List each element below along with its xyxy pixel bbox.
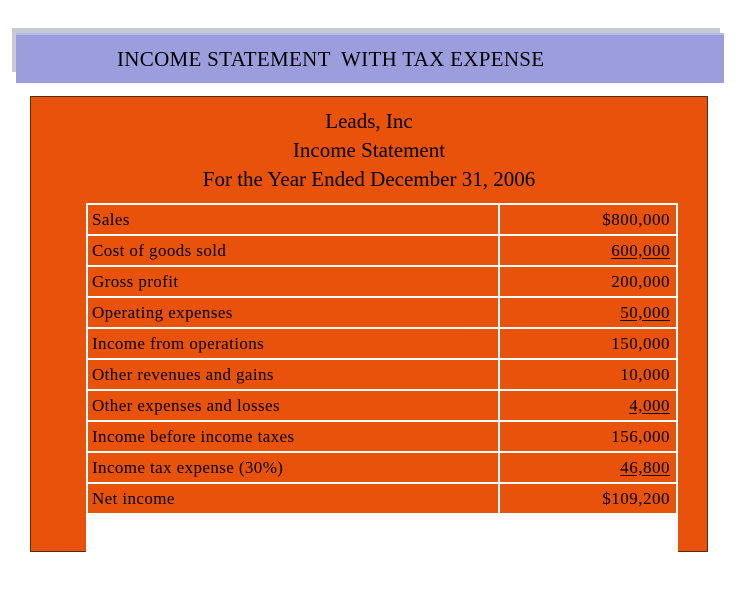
row-amount: $800,000	[500, 205, 676, 234]
row-label: Operating expenses	[88, 298, 498, 327]
row-amount: 4,000	[500, 391, 676, 420]
row-amount: 46,800	[500, 453, 676, 482]
statement-name: Income Statement	[292, 138, 446, 162]
row-label: Income from operations	[88, 329, 498, 358]
row-label: Income before income taxes	[88, 422, 498, 451]
table-row	[88, 484, 676, 513]
row-amount: 156,000	[500, 422, 676, 451]
table-row	[88, 329, 676, 358]
statement-period: For the Year Ended December 31, 2006	[202, 167, 536, 191]
table-row	[88, 205, 676, 234]
table-row	[88, 422, 676, 451]
statement-table	[86, 203, 678, 614]
slide-title: INCOME STATEMENT WITH TAX EXPENSE	[117, 46, 545, 71]
table-row	[88, 360, 676, 389]
row-label: Other expenses and losses	[88, 391, 498, 420]
row-amount: 200,000	[500, 267, 676, 296]
table-row	[88, 236, 676, 265]
row-label: Gross profit	[88, 267, 498, 296]
statement-header	[31, 107, 707, 194]
row-amount: 50,000	[500, 298, 676, 327]
row-amount: $109,200	[500, 484, 676, 513]
slide-title-bar	[16, 33, 724, 83]
company-name: Leads, Inc	[325, 109, 413, 133]
row-label: Sales	[88, 205, 498, 234]
row-amount: 600,000	[500, 236, 676, 265]
statement-panel	[30, 96, 708, 552]
row-label: Other revenues and gains	[88, 360, 498, 389]
table-row	[88, 298, 676, 327]
table-row	[88, 267, 676, 296]
table-row	[88, 391, 676, 420]
row-label: Cost of goods sold	[88, 236, 498, 265]
row-amount: 150,000	[500, 329, 676, 358]
row-label: Income tax expense (30%)	[88, 453, 498, 482]
row-amount: 10,000	[500, 360, 676, 389]
row-label: Net income	[88, 484, 498, 513]
table-row	[88, 453, 676, 482]
